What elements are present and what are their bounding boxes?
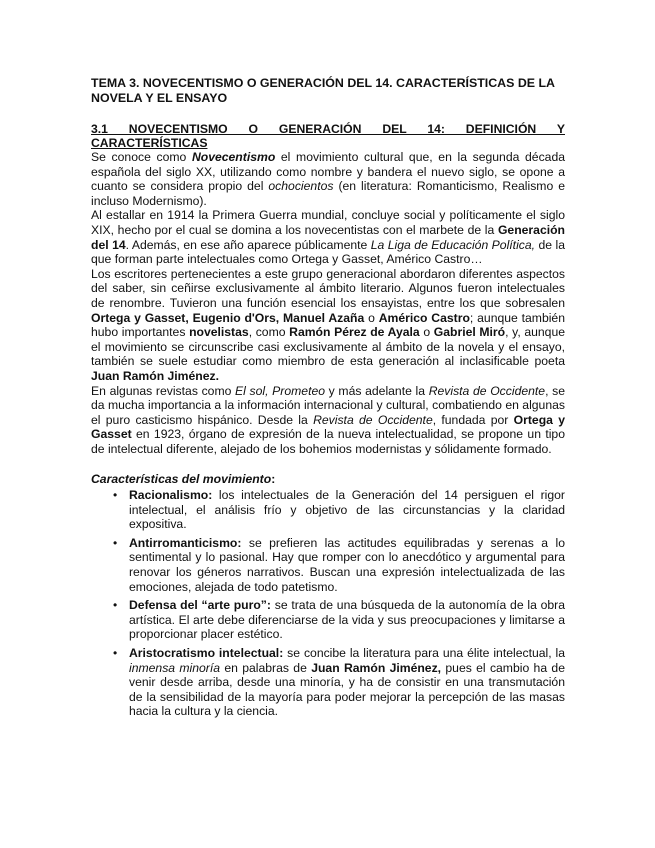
text-run: Revista de Occidente: [313, 412, 433, 427]
text-run: Américo Castro: [378, 310, 470, 325]
text-run: Generación del 14: [91, 222, 565, 252]
list-item: [91, 488, 565, 532]
text-run: , se da mucha importancia a la información internacional y cultural, combatiendo en algunas el puro casticismo hispánico. Desde la: [91, 383, 565, 427]
text-run: Se conoce como: [91, 150, 192, 164]
characteristics-list: [91, 488, 565, 719]
document-page: [91, 76, 565, 723]
text-run: , fundada por: [432, 412, 514, 427]
item-text: inmensa minoría: [129, 660, 221, 675]
bullet-icon: •: [113, 646, 118, 660]
text-run: el movimiento cultural que, en la segunda década española del siglo XX, utilizando como nombre y bandera el nuevo siglo, se opone a cuanto se considera propio del: [91, 150, 566, 194]
section-heading: [91, 122, 565, 150]
item-text: en palabras de: [220, 660, 312, 675]
heading-colon: :: [271, 472, 276, 487]
text-run: Los escritores pertenecientes a este grupo generacional abordaron diferentes aspectos del saber, sin ceñirse exclusivamente al ámbito literario. Algunos fueron intelectuales de renombre. Tuvieron una función esencial los ensayistas, entre los que sobresalen: [91, 266, 565, 310]
text-run: o: [364, 310, 379, 325]
text-run: Al estallar en 1914 la Primera Guerra mundial, concluye social y políticamente el siglo XIX, hecho por el cual se domina a los novecentistas con el marbete de la: [91, 208, 565, 237]
document-title: TEMA 3. NOVECENTISMO O GENERACIÓN DEL 14. CARACTERÍSTICAS DE LA NOVELA Y EL ENSAYO: [91, 76, 555, 105]
text-run: . Además, en ese año aparece públicamente: [125, 237, 371, 252]
text-run: o: [419, 325, 434, 340]
text-run: Gabriel Miró: [433, 325, 506, 340]
text-run: Ramón Pérez de Ayala: [289, 325, 420, 340]
item-text: se prefieren las actitudes equilibradas y serenas a lo sentimental y lo pasional. Hay que romper con lo anecdótico y argumental para renovar los géneros narrativos. Buscan una expresión intelectualizada de las emociones, alejada de todo patetismo.: [129, 535, 565, 594]
text-run: Ortega y Gasset, Eugenio d'Ors, Manuel Azaña: [91, 310, 365, 325]
text-run: , y, aunque el movimiento se circunscribe casi exclusivamente al ámbito de la novela y el ensayo, también se suele estudiar como miembro de esta generación al inclasificable poeta: [91, 325, 566, 369]
paragraph-writers: [91, 267, 565, 384]
text-run: (en literatura: Romanticismo, Realismo e incluso Modernismo).: [91, 179, 565, 208]
text-run: y más adelante la: [325, 383, 429, 398]
text-run: ochocientos: [268, 179, 334, 194]
text-run: Novecentismo: [191, 150, 276, 164]
bullet-icon: •: [113, 488, 118, 503]
text-run: novelistas: [189, 325, 249, 340]
item-term: Antirromanticismo:: [129, 535, 242, 550]
item-text: Juan Ramón Jiménez,: [311, 660, 442, 675]
text-run: Revista de Occidente: [428, 383, 546, 398]
bullet-icon: •: [113, 598, 118, 613]
section-heading-line2: CARACTERÍSTICAS: [91, 136, 208, 150]
item-term: Racionalismo:: [129, 488, 213, 503]
section-heading-line1: 3.1 NOVECENTISMO O GENERACIÓN DEL 14: DEFINICIÓN Y: [91, 122, 565, 136]
list-item: [91, 536, 565, 594]
item-term: Defensa del “arte puro”:: [129, 598, 271, 613]
paragraph-magazines: [91, 384, 565, 457]
text-run: En algunas revistas como: [91, 383, 236, 398]
item-text: los intelectuales de la Generación del 14 persiguen el rigor intelectual, el análisis frío y objetivo de las circunstancias y la claridad expositiva.: [129, 488, 565, 532]
paragraph-definition: [91, 150, 565, 208]
item-text: se concibe la literatura para una élite intelectual, la: [283, 646, 565, 660]
text-run: El sol, Prometeo: [235, 383, 326, 398]
bullet-icon: •: [113, 535, 118, 550]
text-run: , como: [248, 325, 290, 340]
paragraph-generation: [91, 208, 565, 266]
item-term: Aristocratismo intelectual:: [129, 646, 284, 660]
spacer: [91, 456, 565, 472]
text-run: Juan Ramón Jiménez.: [91, 368, 220, 383]
text-run: ; aunque también hubo importantes: [91, 310, 565, 340]
text-run: La Liga de Educación Política,: [370, 237, 536, 252]
item-text: se trata de una búsqueda de la autonomía de la obra artística. El arte debe diferenciarse de la vida y sus preocupaciones y limitarse a proporcionar placer estético.: [129, 598, 565, 642]
list-item: [91, 598, 565, 642]
characteristics-heading: [91, 472, 565, 487]
text-run: de la que forman parte intelectuales como Ortega y Gasset, Américo Castro…: [91, 237, 565, 267]
list-item: [91, 646, 565, 719]
text-run: Ortega y Gasset: [91, 412, 565, 442]
characteristics-heading-text: Características del movimiento: [91, 472, 272, 487]
text-run: en 1923, órgano de expresión de la nueva intelectualidad, se propone un tipo de intelectual diferente, alejado de los bohemios modernistas y sólidamente formado.: [91, 427, 565, 456]
item-text: pues el cambio ha de venir desde arriba, desde una minoría, y ha de consistir en una transmutación de la sensibilidad de la mayoría para poder mejorar la percepción de las masas hacia la cultura y la ciencia.: [129, 660, 565, 719]
